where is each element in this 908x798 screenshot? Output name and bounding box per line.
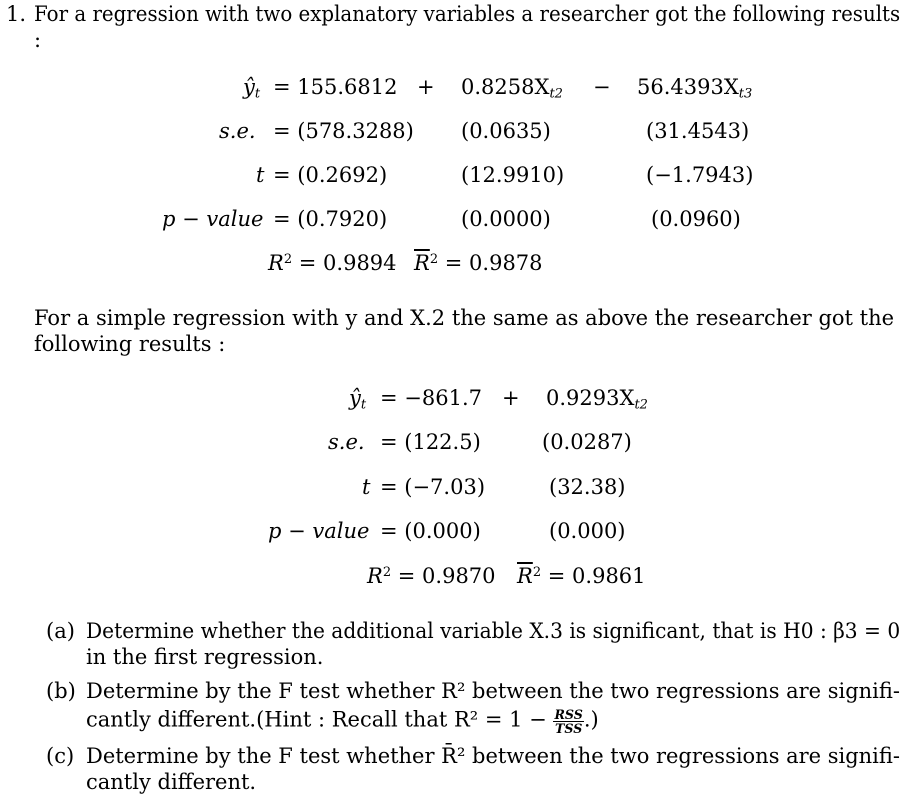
reg2-t-label: t [362, 475, 371, 499]
reg1-t-label: t [256, 163, 265, 187]
question-b-label: (b) [46, 679, 76, 703]
reg2-intercept: = −861.7 [380, 386, 482, 410]
reg1-coef-x3: $56.4393X_{t3}$ [637, 75, 753, 102]
reg2-se-x2: (0.0287) [542, 430, 632, 454]
reg1-r2-adjusted: $\overline{R}^2 = 0.9878$ [414, 251, 543, 275]
reg1-se-x3: (31.4543) [646, 119, 750, 143]
reg1-t-x2: (12.9910) [461, 163, 565, 187]
question-c-line1: Determine by the F test whether R̄² between the two regressions are signifi- [86, 744, 900, 768]
question-b-line1: Determine by the F test whether R² between the two regressions are signifi- [86, 679, 900, 703]
reg2-r2-adjusted: $\overline{R}^2 = 0.9861$ [517, 564, 646, 588]
reg2-plus: + [502, 386, 520, 410]
reg1-se-label: s.e. [219, 119, 256, 143]
reg2-p-label: p − value [268, 519, 370, 543]
reg2-t-intercept: = (−7.03) [380, 475, 486, 499]
reg1-coef-x2: $0.8258X_{t2}$ [461, 75, 563, 102]
reg2-p-x2: (0.000) [549, 519, 626, 543]
question-a-line1: Determine whether the additional variable X.3 is significant, that is H0 : β3 = 0 [86, 619, 901, 643]
reg1-p-x3: (0.0960) [651, 207, 741, 231]
reg2-r2: $R^2 = 0.9870$ [367, 564, 496, 588]
middle-text-line1: For a simple regression with y and X.2 the same as above the researcher got the [34, 306, 895, 330]
problem-intro-colon: : [34, 28, 42, 52]
reg1-r2: $R^2 = 0.9894$ [268, 251, 397, 275]
reg1-se-intercept: = (578.3288) [273, 119, 414, 143]
reg2-se-label: s.e. [328, 430, 365, 454]
reg1-intercept: = 155.6812 [273, 75, 398, 99]
reg1-p-label: p − value [162, 207, 264, 231]
rss-tss-fraction: $\frac{\text{RSS}}{\text{TSS}}$ [554, 707, 583, 737]
question-b-line2: cantly different.(Hint : Recall that R² = 1 − $\frac{\text{RSS}}{\text{TSS}}$ .) [86, 707, 599, 737]
reg1-p-intercept: = (0.7920) [273, 207, 388, 231]
reg1-t-x3: (−1.7943) [646, 163, 754, 187]
reg1-se-x2: (0.0635) [461, 119, 551, 143]
question-c-line2: cantly different. [86, 770, 257, 794]
reg1-plus: + [417, 75, 435, 99]
reg1-minus: − [593, 75, 611, 99]
problem-number: 1. [6, 2, 27, 26]
question-a-label: (a) [46, 619, 75, 643]
reg2-coef-x2: $0.9293X_{t2}$ [546, 386, 648, 413]
reg2-t-x2: (32.38) [549, 475, 626, 499]
reg2-yhat: $ŷ_t$ [349, 386, 367, 413]
question-c-label: (c) [46, 744, 75, 768]
problem-intro: For a regression with two explanatory variables a researcher got the following results [34, 2, 901, 26]
reg2-p-intercept: = (0.000) [380, 519, 481, 543]
question-a-line2: in the first regression. [86, 645, 324, 669]
reg2-se-intercept: = (122.5) [380, 430, 481, 454]
reg1-t-intercept: = (0.2692) [273, 163, 388, 187]
middle-text-line2: following results : [34, 332, 226, 356]
reg1-p-x2: (0.0000) [461, 207, 551, 231]
reg1-yhat: $ŷ_t$ [243, 75, 261, 102]
